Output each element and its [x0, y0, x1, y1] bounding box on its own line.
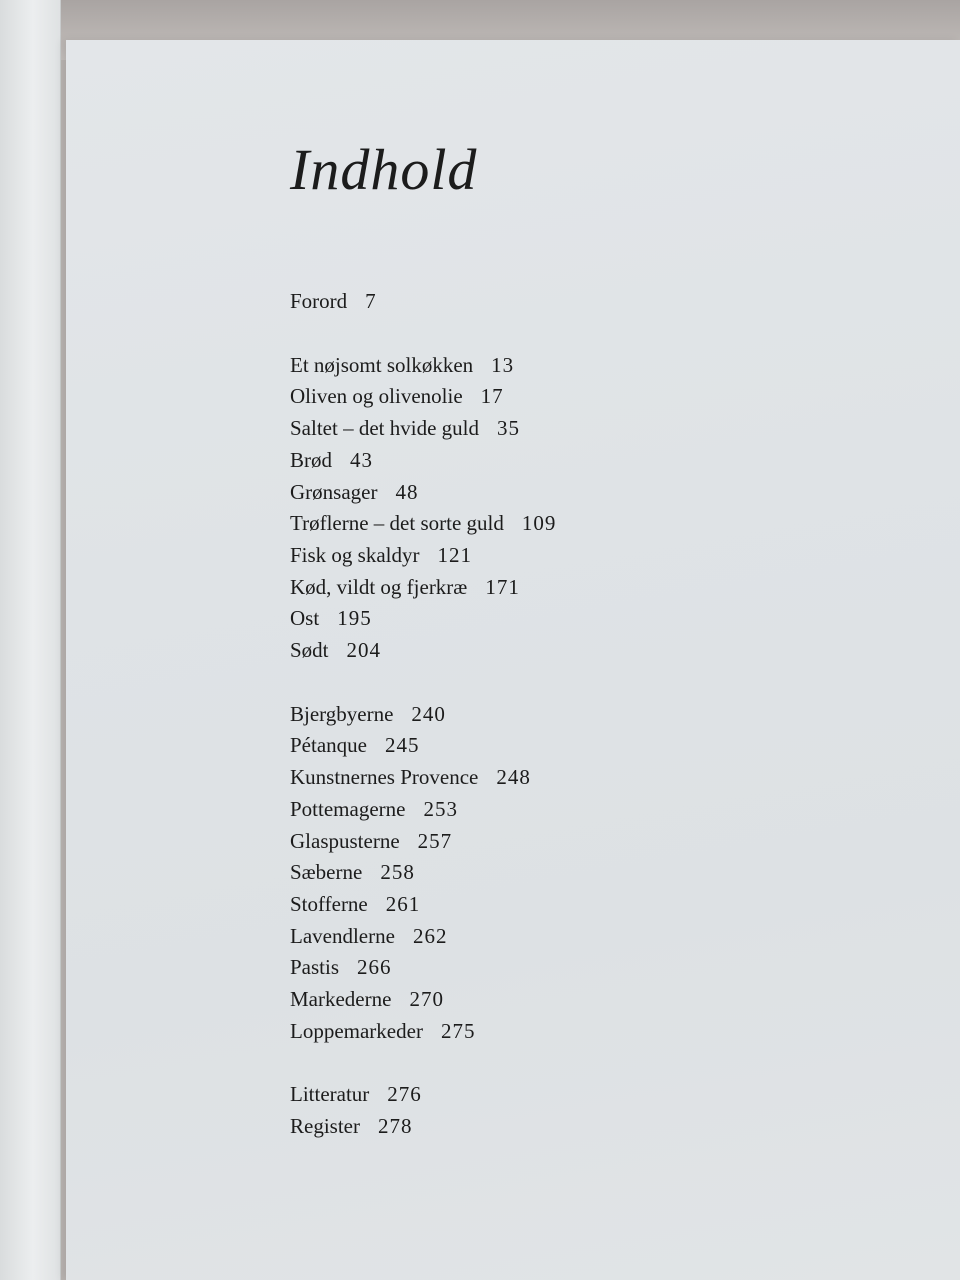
- toc-entry: [290, 635, 556, 667]
- toc-entry-label: Grønsager: [290, 479, 378, 504]
- toc-entry: [290, 921, 556, 953]
- toc-entry-label: Bjergbyerne: [290, 701, 394, 726]
- toc-entry: [290, 889, 556, 921]
- toc-entry: [290, 1079, 556, 1111]
- toc-entry-label: Forord: [290, 289, 348, 313]
- toc-entry-label: Fisk og skaldyr: [290, 542, 420, 567]
- toc-entry: [290, 572, 556, 604]
- toc-entry: [290, 699, 556, 731]
- toc-entry-page: 253: [423, 796, 458, 821]
- toc-entry-label: Lavendlerne: [290, 923, 395, 948]
- toc-entry-page: 35: [496, 416, 520, 441]
- toc-entry-label: Glaspusterne: [290, 828, 400, 853]
- toc-entry-page: 17: [480, 384, 504, 409]
- toc-entry-page: 266: [357, 955, 392, 980]
- toc-entry-label: Trøflerne – det sorte guld: [290, 511, 504, 536]
- toc-entry: [290, 508, 556, 540]
- toc-entry-label: Pastis: [290, 955, 340, 980]
- toc-entry-label: Markederne: [290, 987, 392, 1012]
- toc-entry-label: Ost: [290, 606, 320, 631]
- toc-entry-page: 13: [491, 352, 515, 377]
- toc-entry-page: 204: [346, 638, 382, 663]
- toc-entry-label: Pétanque: [290, 733, 367, 758]
- toc-entry-page: 276: [387, 1082, 422, 1107]
- toc-entry-label: Register: [290, 1114, 360, 1139]
- toc-entry: [290, 1111, 556, 1143]
- toc-group-kitchen: [290, 350, 556, 667]
- toc-entry-label: Litteratur: [290, 1082, 370, 1107]
- toc-group-crafts: [290, 699, 556, 1048]
- toc-entry-page: 270: [409, 987, 444, 1012]
- toc-group-preface: [290, 286, 556, 318]
- toc-entry: [290, 857, 556, 889]
- toc-entry: [290, 794, 556, 826]
- toc-entry: [290, 984, 556, 1016]
- toc-entry-page: 7: [365, 289, 377, 313]
- toc-entry-label: Sæberne: [290, 860, 363, 885]
- toc-entry: [290, 762, 556, 794]
- toc-entry-page: 43: [350, 447, 373, 472]
- page-title: Indhold: [290, 137, 478, 202]
- toc-entry-page: 48: [395, 479, 419, 504]
- toc-entry: [290, 826, 556, 858]
- toc-entry-page: 121: [437, 542, 473, 567]
- toc-entry: [290, 603, 556, 635]
- toc-entry-page: 258: [380, 860, 415, 885]
- toc-entry-page: 275: [440, 1018, 476, 1043]
- toc-entry-label: Kunstnernes Provence: [290, 765, 479, 790]
- toc-entry: [290, 381, 556, 413]
- toc-entry-page: 240: [411, 701, 446, 726]
- toc-entry-page: 257: [417, 828, 453, 853]
- table-of-contents: [290, 130, 556, 1175]
- toc-entry-page: 261: [385, 891, 421, 916]
- toc-entry-label: Sødt: [290, 638, 329, 663]
- toc-entry-label: Oliven og olivenolie: [290, 384, 463, 409]
- toc-entry-label: Pottemagerne: [290, 796, 406, 821]
- toc-entry-label: Stofferne: [290, 891, 368, 916]
- toc-entry-label: Loppemarkeder: [290, 1018, 423, 1043]
- toc-entry-label: Kød, vildt og fjerkræ: [290, 574, 468, 599]
- toc-entry: [290, 413, 556, 445]
- toc-entry: [290, 1016, 556, 1048]
- toc-entry: [290, 445, 556, 477]
- toc-entry: [290, 730, 556, 762]
- toc-entry-label: Brød: [290, 447, 332, 472]
- toc-entry-label: Et nøjsomt solkøkken: [290, 352, 474, 377]
- toc-entry-page: 248: [496, 765, 531, 790]
- toc-entry: [290, 286, 556, 318]
- toc-entry-page: 262: [412, 923, 448, 948]
- toc-entry: [290, 540, 556, 572]
- book-spine: [0, 0, 61, 1280]
- toc-entry-page: 278: [377, 1114, 413, 1139]
- toc-entry-page: 245: [384, 733, 420, 758]
- toc-entry: [290, 350, 556, 382]
- toc-group-appendix: [290, 1079, 556, 1142]
- toc-entry-label: Saltet – det hvide guld: [290, 416, 479, 441]
- toc-entry-page: 171: [485, 574, 520, 599]
- toc-entry-page: 109: [521, 511, 557, 536]
- toc-entry: [290, 477, 556, 509]
- toc-entry-page: 195: [337, 606, 372, 631]
- toc-entry: [290, 952, 556, 984]
